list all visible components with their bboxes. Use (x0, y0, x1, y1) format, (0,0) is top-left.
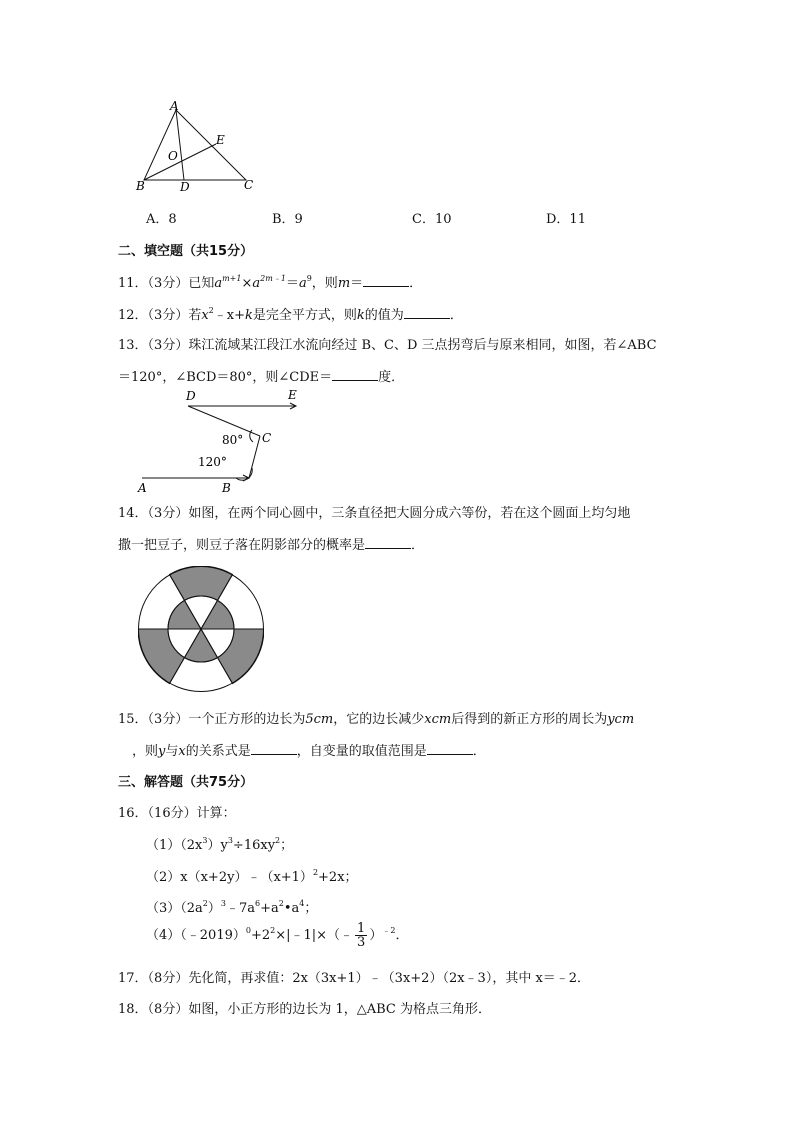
option-b: B．9 (272, 212, 303, 227)
answer-blank (365, 536, 411, 549)
question-16-part2: $(2)x(x+2y)﹣(x+1)^2+2x$； (146, 868, 358, 885)
angle-80: 80° (222, 433, 244, 447)
answer-blank (363, 274, 409, 287)
answer-blank (251, 742, 297, 755)
label-A: A (170, 99, 179, 113)
label-B: B (136, 179, 145, 193)
section-fill-title: 二、填空题（共15分） (118, 244, 254, 259)
question-12: 12．（3分）若$x^2﹣x+k$是完全平方式，则k的值为 ． (118, 306, 463, 323)
question-13-line2: ＝120°，∠BCD＝80°，则∠CDE＝ 度． (118, 370, 405, 385)
label-B: B (222, 481, 231, 494)
question-13-line1: 13．（3分）珠江流域某江段江水流向经过 B、C、D 三点拐弯后与原来相同，如图，若∠ABC (118, 338, 657, 353)
option-d: D．11 (546, 212, 586, 227)
label-E: E (288, 388, 297, 402)
angle-120: 120° (198, 455, 227, 469)
question-11: 11．（3分）已知$a^{m+1}\times a^{2m﹣1}=a^9$，则m＝ ． (118, 274, 423, 291)
answer-blank (404, 306, 450, 319)
answer-blank (427, 742, 473, 755)
concentric-circles-figure (138, 566, 264, 692)
label-D: D (186, 389, 196, 403)
fraction-one-third: $\frac{1}{3}$ (357, 921, 366, 950)
option-c: C．10 (412, 212, 452, 227)
triangle-figure (130, 98, 270, 194)
label-C: C (262, 431, 272, 445)
label-A: A (138, 481, 147, 494)
question-16-head: 16．（16分）计算： (118, 806, 236, 821)
label-C: C (244, 178, 254, 192)
question-18: 18．（8分）如图，小正方形的边长为 1，△ABC 为格点三角形． (118, 1002, 491, 1017)
question-16-part3: $(3)(2a^2)^3﹣7a^6+a^2•a^4$； (146, 899, 318, 916)
question-15-line1: 15．（3分）一个正方形的边长为5cm，它的边长减少xcm后得到的新正方形的周长为ycm (118, 712, 635, 727)
label-E: E (216, 133, 225, 147)
question-16-part4: $(4)(﹣2019)^0+2^2\times|﹣1|\times(﹣$ $\frac{1}{3}$ ）$^{﹣2}$． (146, 921, 409, 950)
question-14-line2: 撒一把豆子，则豆子落在阴影部分的概率是 ． (118, 538, 425, 553)
label-D: D (180, 180, 190, 194)
answer-blank (332, 368, 378, 381)
question-16-part1: $(1)(2x^3)y^3\div 16xy^2$； (146, 836, 294, 853)
river-figure (132, 386, 312, 494)
option-a: A．8 (146, 212, 177, 227)
question-14-line1: 14．（3分）如图，在两个同心圆中，三条直径把大圆分成六等份，若在这个圆面上均匀地 (118, 506, 631, 521)
question-15-line2: ，则y与x的关系式是 ，自变量的取值范围是 ． (132, 744, 486, 759)
label-O: O (168, 149, 178, 163)
section-solve-title: 三、解答题（共75分） (118, 775, 254, 790)
question-17: 17．（8分）先化简，再求值：2x（3x+1）﹣（3x+2）（2x﹣3），其中 x＝﹣2． (118, 971, 591, 986)
